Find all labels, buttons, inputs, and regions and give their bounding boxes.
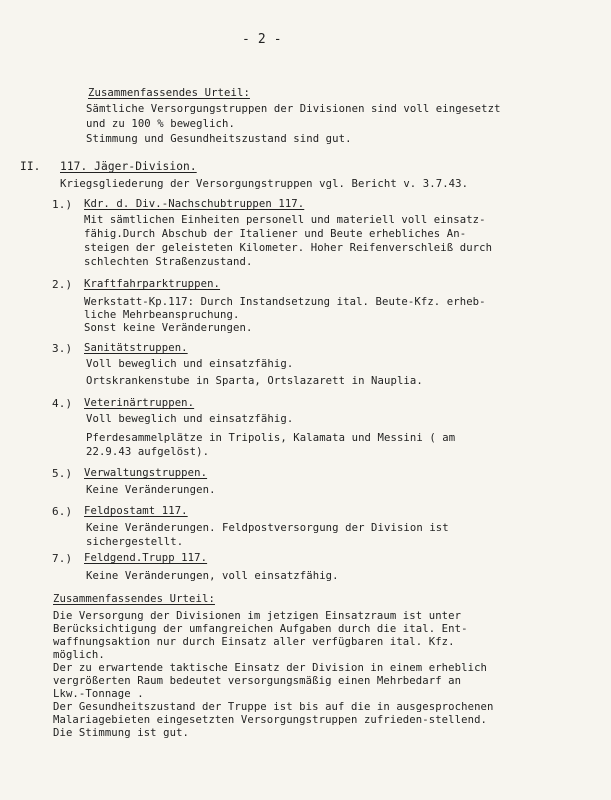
item-title: Kdr. d. Div.-Nachschubtruppen 117. — [84, 198, 305, 210]
item-line: liche Mehrbeanspruchung. — [84, 309, 240, 321]
item-line: sichergestellt. — [86, 536, 184, 548]
summary-line: Der Gesundheitszustand der Truppe ist bis auf die in ausgesprochenen — [53, 701, 494, 713]
item-line: Keine Veränderungen. — [86, 484, 216, 496]
summary-heading: Zusammenfassendes Urteil: — [88, 87, 250, 99]
summary-line: Malariagebieten eingesetzten Versorgungstruppen zufrieden-stellend. — [53, 714, 488, 726]
section-title: 117. Jäger-Division. — [60, 160, 197, 173]
item-title: Verwaltungstruppen. — [84, 467, 208, 479]
item-line: Voll beweglich und einsatzfähig. — [86, 413, 294, 425]
summary-line: Stimmung und Gesundheitszustand sind gut. — [86, 133, 352, 145]
item-line: schlechten Straßenzustand. — [84, 256, 253, 268]
item-line: fähig.Durch Abschub der Italiener und Beute erhebliches An- — [84, 228, 467, 240]
item-title: Feldpostamt 117. — [84, 505, 188, 517]
item-number: 5.) — [52, 467, 73, 480]
item-number: 1.) — [52, 198, 73, 211]
summary-line: waffnungsaktion nur durch Einsatz aller verfügbaren ital. Kfz. — [53, 636, 455, 648]
summary-line: Sämtliche Versorgungstruppen der Divisionen sind voll eingesetzt — [86, 103, 501, 115]
item-title: Sanitätstruppen. — [84, 342, 188, 354]
item-number: 7.) — [52, 552, 73, 565]
item-number: 3.) — [52, 342, 73, 355]
section-number: II. — [20, 160, 41, 173]
summary-line: vergrößerten Raum bedeutet versorgungsmäßig einen Mehrbedarf an — [53, 675, 462, 687]
page-number: - 2 - — [242, 32, 282, 47]
item-title: Feldgend.Trupp 117. — [84, 552, 208, 564]
summary-line: Der zu erwartende taktische Einsatz der Division in einem erheblich — [53, 662, 488, 674]
summary-line: möglich. — [53, 649, 105, 661]
item-line: Keine Veränderungen, voll einsatzfähig. — [86, 570, 339, 582]
section-intro: Kriegsgliederung der Versorgungstruppen vgl. Bericht v. 3.7.43. — [60, 178, 469, 190]
item-line: Pferdesammelplätze in Tripolis, Kalamata und Messini ( am — [86, 432, 456, 444]
summary-line: Die Stimmung ist gut. — [53, 727, 190, 739]
item-line: Ortskrankenstube in Sparta, Ortslazarett in Nauplia. — [86, 375, 423, 387]
item-title: Veterinärtruppen. — [84, 397, 195, 409]
summary-line: Die Versorgung der Divisionen im jetzigen Einsatzraum ist unter — [53, 610, 462, 622]
summary-line: Lkw.-Tonnage . — [53, 688, 144, 700]
item-line: Werkstatt-Kp.117: Durch Instandsetzung ital. Beute-Kfz. erheb- — [84, 296, 486, 308]
summary-line: und zu 100 % beweglich. — [86, 118, 235, 130]
item-line: Sonst keine Veränderungen. — [84, 322, 253, 334]
item-line: steigen der geleisteten Kilometer. Hoher Reifenverschleiß durch — [84, 242, 493, 254]
item-number: 2.) — [52, 278, 73, 291]
item-number: 6.) — [52, 505, 73, 518]
item-line: Keine Veränderungen. Feldpostversorgung der Division ist — [86, 522, 449, 534]
item-line: Voll beweglich und einsatzfähig. — [86, 358, 294, 370]
summary-line: Berücksichtigung der umfangreichen Aufgaben durch die ital. Ent- — [53, 623, 468, 635]
item-title: Kraftfahrparktruppen. — [84, 278, 221, 290]
item-number: 4.) — [52, 397, 73, 410]
item-line: Mit sämtlichen Einheiten personell und materiell voll einsatz- — [84, 214, 486, 226]
item-line: 22.9.43 aufgelöst). — [86, 446, 210, 458]
summary-heading: Zusammenfassendes Urteil: — [53, 593, 215, 605]
